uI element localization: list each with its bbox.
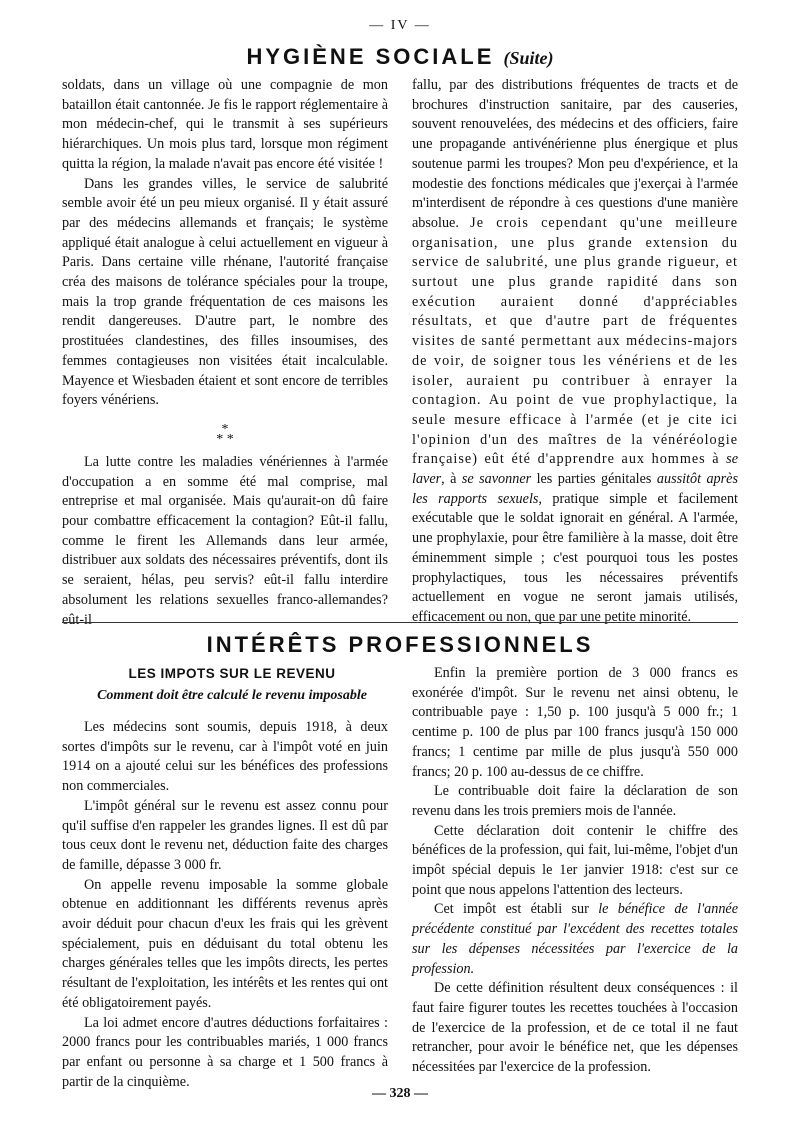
interets-left-column	[62, 718, 388, 1092]
paragraph: Les médecins sont soumis, depuis 1918, à deux sortes d'impôts sur le revenu, car à l'impôt voté en juin 1914 on a ajouté celui sur les bénéfices des professions non commerciales.	[62, 719, 388, 795]
section-title-interets: INTÉRÊTS PROFESSIONNELS	[206, 632, 594, 657]
hygiene-title-text: HYGIÈNE SOCIALE	[246, 44, 495, 69]
paragraph: soldats, dans un village où une compagnie de mon bataillon était cantonnée. Je fis le rapport réglementaire à mon médecin-chef, qui le transmit à ses supérieurs hiérarchiques. Un mois plus tard, lorsque mon régiment quitta la région, la malade n'avait pas encore été visitée !	[62, 77, 388, 172]
emphasis: se savonner	[461, 471, 532, 488]
emphasis: aussitôt après les rapports sexuels	[412, 471, 738, 507]
section-divider	[62, 622, 738, 623]
paragraph	[412, 76, 738, 628]
emphasis: le bénéfice de l'année précédente constitué par l'excédent des recettes totales sur les dépenses nécessitées par l'exercice de la profession.	[412, 901, 739, 977]
paragraph-text: Cet impôt est établi sur	[434, 901, 599, 918]
paragraph: La lutte contre les maladies vénériennes à l'armée d'occupation a en somme été mal comprise, mal entreprise et mal organisée. Mais qu'aurait-on dû faire pour combattre efficacement la contagion? Eût-il fallu, comme le firent les Allemands dans leur armée, distribuer aux soldats des nécessaires préventifs, dont ils se seraient, hélas, peu servis? eût-il fallu interdire absolument les relations sexuelles franco-allemandes? eût-il	[62, 453, 388, 628]
paragraph: De cette définition résultent deux conséquences : il faut faire figurer toutes les recettes touchées à l'occasion de l'exercice de la profession, et de ce total il ne faut retrancher, pour avoir le bénéfice net, que les dépenses nécessitées par l'exercice de la profession.	[412, 980, 738, 1076]
paragraph: L'impôt général sur le revenu est assez connu pour qu'il suffise d'en rappeler les grandes lignes. Il est dû par tous ceux dont le revenu net, déduction faite des charges de famille, dépasse 3 000 fr.	[62, 797, 388, 873]
section-separator-stars: * * *	[216, 421, 234, 447]
paragraph: Dans les grandes villes, le service de salubrité semble avoir été un peu mieux organisé. Il y était assuré par des médecins allemands et français; le système appliqué était analogue à celui actuellement en vigueur à Paris. Dans certaine ville rhénane, l'autorité française créa des maisons de tolérance spéciales pour la troupe, mais la trop grande fréquentation de ces maisons les rendit dangereuses. D'autre part, le nombre des prostituées clandestines, des filles insoumises, des femmes contagieuses non visitées était incalculable. Mayence et Wiesbaden étaient et sont encore de terribles foyers vénériens.	[62, 175, 388, 409]
paragraph-text-spaced: Je crois cependant qu'une meilleure organisation, une plus grande extension du service de salubrité, une plus grande rigueur, et surtout une plus grande rapidité dans son exécution auraient donné d'appréciables résultats, et que d'autre part de fréquentes visites de santé permettant aux médecins-majors de voir, de soigner tous les vénériens et de les isoler, auraient pu contribuer à enrayer la contagion. Au point de vue prophylactique, la seule mesure efficace à l'armée (et je cite ici l'opinion d'un des maîtres de la vénéréologie française) eût été d'apprendre aux hommes à	[412, 214, 738, 468]
page-number: — 328 —	[372, 1086, 428, 1101]
article-title: LES IMPOTS SUR LE REVENU	[128, 666, 336, 681]
paragraph	[412, 900, 738, 979]
paragraph-text: fallu, par des distributions fréquentes de tracts et de brochures d'instruction sanitaire, par des causeries, souvent renouvelées, des médecins et des officiers, faire une propagande antivénérienne plus énergique et plus soutenue parmi les troupes? Mon peu d'expérience, et la modestie des fonctions médicales que j'exerçai à l'armée m'interdisent de répondre à ces questions d'une manière absolue.	[412, 77, 738, 231]
article-subheading: Comment doit être calculé le revenu imposable	[97, 688, 367, 703]
hygiene-right-column	[412, 76, 738, 628]
paragraph: Cette déclaration doit contenir le chiffre des bénéfices de la profession, qui fait, lui-même, l'objet d'un impôt spécial depuis le 1er janvier 1918: c'est sur ce point que nous appelons l'attention des lecteurs.	[412, 822, 738, 898]
interets-right-column	[412, 664, 738, 1078]
suite-label: (Suite)	[503, 48, 554, 68]
hygiene-left-column	[62, 76, 388, 630]
paragraph-text: , pratique simple et facilement exécutable que le soldat ignorait en général. A l'armée, une prophylaxie, pour être familière à la masse, doit être éminemment simple ; c'est pourquoi tous les postes prophylactiques, tous les nécessaires préventifs actuellement en vogue ne seront jamais utilisés, efficacement ou non, que par une petite minorité.	[412, 490, 738, 625]
text: , à	[441, 471, 462, 488]
section-title-hygiene	[0, 44, 800, 70]
text: les parties génitales	[531, 471, 657, 488]
paragraph: Enfin la première portion de 3 000 francs es exonérée d'impôt. Sur le revenu net ainsi obtenu, le contribuable paye : 1,50 p. 100 jusqu'à 5 000 fr.; 1 centime p. 100 de plus par 100 francs jusqu'à 150 000 francs; 1 centime par mille de plus jusqu'à 550 000 francs; 20 p. 100 au-dessus de ce chiffre.	[412, 665, 738, 780]
paragraph: La loi admet encore d'autres déductions forfaitaires : 2000 francs pour les contribuables mariés, 1 000 francs par enfant ou personne à sa charge et 1 500 francs à partir de la cinquième.	[62, 1014, 388, 1090]
emphasis: se laver	[412, 451, 738, 488]
paragraph: On appelle revenu imposable la somme globale obtenue en additionnant les différents revenus après avoir déduit pour chacun d'eux les frais qui les grèvent spécialement, puis en déduisant du total obtenu les charges générales telles que les impôts directs, les pertes résultant de l'exploitation, les intérêts et les rentes qui ont été obligatoirement payés.	[62, 876, 388, 1011]
roman-page-number: — IV —	[369, 18, 431, 33]
paragraph: Le contribuable doit faire la déclaration de son revenu dans les trois premiers mois de l'année.	[412, 783, 738, 819]
